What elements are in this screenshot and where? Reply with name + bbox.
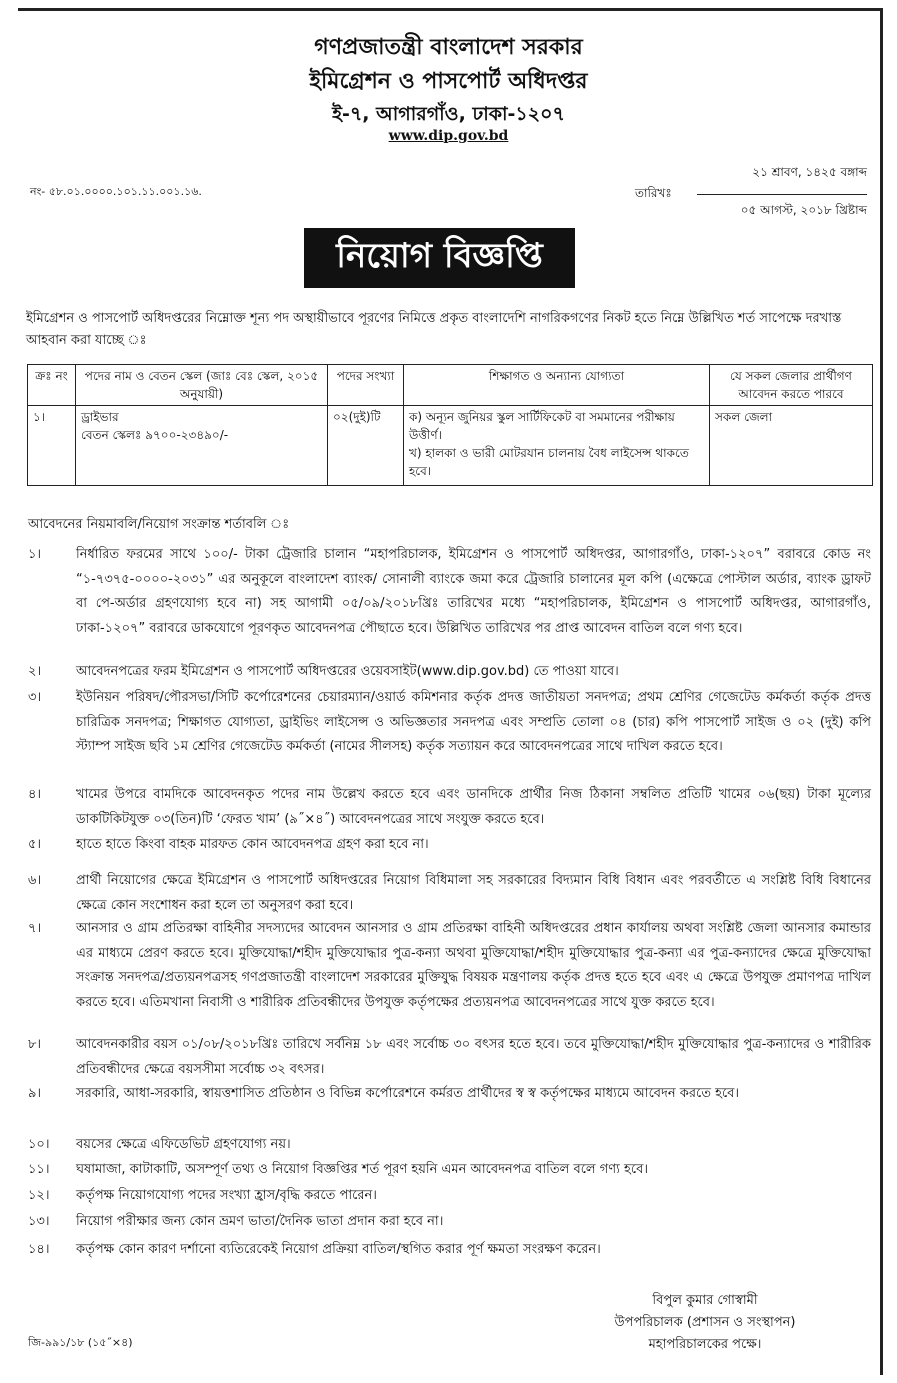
condition-item xyxy=(28,917,871,1015)
condition-item xyxy=(28,783,871,832)
conditions-heading: আবেদনের নিয়মাবলি/নিয়োগ সংক্রান্ত শর্তাবলি ঃ xyxy=(28,517,290,532)
condition-text: নির্ধারিত ফরমের সাথে ১০০/- টাকা ট্রেজারি চালান “মহাপরিচালক, ইমিগ্রেশন ও পাসপোর্ট অধিদপ্তর, আগারগাঁও, ঢাকা-১২০৭” বরাবরে কোড নং “১-৭৩৭৫-০০০০-২০৩১” এর অনুকূলে বাংলাদেশ ব্যাংক/ সোনালী ব্যাংকে জমা করে ট্রেজারি চালানের মূল কপি (এক্ষেত্রে পোস্টাল অর্ডার, ব্যাংক ড্রাফট বা পে-অর্ডার গ্রহণযোগ্য হবে না) সহ আগামী ০৫/০৯/২০১৮খ্রিঃ তারিখের মধ্যে “মহাপরিচালক, ইমিগ্রেশন ও পাসপোর্ট অধিদপ্তর, আগারগাঁও, ঢাকা-১২০৭” বরাবরে ডাকযোগে পূরণকৃত আবেদনপত্র পৌছাতে হবে। উল্লিখিত তারিখের পর প্রাপ্ত আবেদন বাতিল বলে গণ্য হবে। xyxy=(76,547,871,636)
condition-number: ১। xyxy=(28,547,42,562)
posts-table xyxy=(27,364,873,486)
condition-item xyxy=(28,833,871,858)
condition-number: ১১। xyxy=(28,1162,50,1177)
condition-number: ৩। xyxy=(28,690,42,705)
department-name: ইমিগ্রেশন ও পাসপোর্ট অধিদপ্তর xyxy=(309,69,588,94)
intro-paragraph: ইমিগ্রেশন ও পাসপোর্ট অধিদপ্তরের নিম্নোক্ত শূন্য পদ অস্থায়ীভাবে পূরণের নিমিত্তে প্রকৃত বাংলাদেশি নাগরিকগণের নিকট হতে নিম্নে উল্লিখিত শর্ত সাপেক্ষে দরখাস্ত আহবান করা যাচ্ছে ঃ xyxy=(26,311,842,348)
condition-number: ১৩। xyxy=(28,1214,50,1229)
condition-number: ৪। xyxy=(28,787,42,802)
condition-item xyxy=(28,1184,871,1209)
department-address: ই-৭, আগারগাঁও, ঢাকা-১২০৭ xyxy=(332,103,565,125)
col-count: পদের সংখ্যা xyxy=(328,365,404,406)
cell-serial: ১। xyxy=(28,406,76,486)
condition-number: ৮। xyxy=(28,1037,42,1052)
table-header-row xyxy=(28,365,873,406)
post-scale: বেতন স্কেলঃ ৯৭০০-২৩৪৯০/- xyxy=(81,428,229,442)
date-divider xyxy=(697,194,867,195)
condition-item xyxy=(28,1210,871,1235)
condition-text: খামের উপরে বামদিকে আবেদনকৃত পদের নাম উল্লেখ করতে হবে এবং ডানদিকে প্রার্থীর নিজ ঠিকানা সম্বলিত প্রতিটি খামের ০৬(ছয়) টাকা মূল্যের ডাকটিকিটযুক্ত ০৩(তিন)টি ‘ফেরত খাম’ (৯˝×৪˝) আবেদনপত্রের সাথে সংযুক্ত করতে হবে। xyxy=(76,787,871,827)
condition-item xyxy=(28,1238,871,1263)
condition-text: ঘষামাজা, কাটাকাটি, অসম্পূর্ণ তথ্য ও নিয়োগ বিজ্ঞপ্তির শর্ত পূরণ হয়নি এমন আবেদনপত্র বাতিল বলে গণ্য হবে। xyxy=(76,1162,648,1177)
col-post: পদের নাম ও বেতন স্কেল (জাঃ বেঃ স্কেল, ২০১৫ অনুযায়ী) xyxy=(76,365,328,406)
condition-item xyxy=(28,869,871,918)
signatory-behalf: মহাপরিচালকের পক্ষে। xyxy=(648,1337,762,1352)
govt-name: গণপ্রজাতন্ত্রী বাংলাদেশ সরকার xyxy=(314,35,583,60)
qualification-1: ক) অন্যূন জুনিয়র স্কুল সার্টিফিকেট বা সমমানের পরীক্ষায় উত্তীর্ণ। xyxy=(409,410,675,442)
signatory-name: বিপুল কুমার গোস্বামী xyxy=(652,1293,758,1308)
condition-number: ১২। xyxy=(28,1188,50,1203)
signatory-designation: উপপরিচালক (প্রশাসন ও সংস্থাপন) xyxy=(614,1315,796,1330)
condition-text: বয়সের ক্ষেত্রে এফিডেভিট গ্রহণযোগ্য নয়। xyxy=(76,1137,291,1152)
condition-text: কর্তৃপক্ষ নিয়োগযোগ্য পদের সংখ্যা হ্রাস/বৃদ্ধি করতে পারেন। xyxy=(76,1188,377,1203)
condition-number: ১০। xyxy=(28,1137,50,1152)
cell-post xyxy=(76,406,328,486)
notice-title: নিয়োগ বিজ্ঞপ্তি xyxy=(304,228,575,288)
condition-number: ৫। xyxy=(28,837,42,852)
table-row xyxy=(28,406,873,486)
condition-item xyxy=(28,1133,871,1158)
condition-number: ৬। xyxy=(28,873,42,888)
condition-text: আবেদনকারীর বয়স ০১/০৮/২০১৮খ্রিঃ তারিখে সর্বনিম্ন ১৮ এবং সর্বোচ্চ ৩০ বৎসর হতে হবে। তবে মুক্তিযোদ্ধা/শহীদ মুক্তিযোদ্ধার পুত্র-কন্যাদের ও শারীরিক প্রতিবন্ধীদের ক্ষেত্রে বয়সসীমা সর্বোচ্চ ৩২ বৎসর। xyxy=(76,1037,871,1077)
date-label: তারিখঃ xyxy=(635,186,672,200)
condition-text: হাতে হাতে কিংবা বাহক মারফত কোন আবেদনপত্র গ্রহণ করা হবে না। xyxy=(76,837,429,852)
condition-item xyxy=(28,1033,871,1082)
condition-text: আবেদনপত্রের ফরম ইমিগ্রেশন ও পাসপোর্ট অধিদপ্তরের ওয়েবসাইট(www.dip.gov.bd) তে পাওয়া যাবে। xyxy=(76,664,619,679)
condition-text: সরকারি, আধা-সরকারি, স্বায়ত্তশাসিত প্রতিষ্ঠান ও বিভিন্ন কর্পোরেশনে কর্মরত প্রার্থীদের স্ব স্ব কর্তৃপক্ষের মাধ্যমে আবেদন করতে হবে। xyxy=(76,1086,740,1101)
condition-text: প্রার্থী নিয়োগের ক্ষেত্রে ইমিগ্রেশন ও পাসপোর্ট অধিদপ্তরের নিয়োগ বিধিমালা সহ সরকারের বিদ্যমান বিধি বিধান এবং পরবর্তীতে এ সংশ্লিষ্ট বিধি বিধানের ক্ষেত্রে কোন সংশোধন করা হলে তা অনুসরণ করা হবে। xyxy=(76,873,871,913)
footer-code: জি-৯৯১/১৮ (১৫˝×৪) xyxy=(28,1336,133,1349)
condition-text: নিয়োগ পরীক্ষার জন্য কোন ভ্রমণ ভাতা/দৈনিক ভাতা প্রদান করা হবে না। xyxy=(76,1214,444,1229)
website-link[interactable]: www.dip.gov.bd xyxy=(388,128,509,144)
condition-item xyxy=(28,660,871,685)
cell-count: ০২(দুই)টি xyxy=(328,406,404,486)
col-serial: ক্রঃ নং xyxy=(28,365,76,406)
col-qualification: শিক্ষাগত ও অন্যান্য যোগ্যতা xyxy=(404,365,710,406)
condition-number: ৭। xyxy=(28,921,42,936)
cell-qualification xyxy=(404,406,710,486)
condition-item xyxy=(28,1158,871,1183)
condition-text: ইউনিয়ন পরিষদ/পৌরসভা/সিটি কর্পোরেশনের চেয়ারম্যান/ওয়ার্ড কমিশনার কর্তৃক প্রদত্ত জাতীয়তা সনদপত্র; প্রথম শ্রেণির গেজেটেড কর্মকর্তা কর্তৃক প্রদত্ত চারিত্রিক সনদপত্র; শিক্ষাগত যোগ্যতা, ড্রাইভিং লাইসেন্স ও অভিজ্ঞতার সনদপত্র এবং সম্প্রতি তোলা ০৪ (চার) কপি পাসপোর্ট সাইজ ও ০২ (দুই) কপি স্ট্যাম্প সাইজ ছবি ১ম শ্রেণির গেজেটেড কর্মকর্তা (নামের সীলসহ) কর্তৃক সত্যায়ন করে আবেদনপত্রের সাথে দাখিল করতে হবে। xyxy=(76,690,871,754)
condition-item xyxy=(28,1082,871,1107)
condition-text: কর্তৃপক্ষ কোন কারণ দর্শানো ব্যতিরেকেই নিয়োগ প্রক্রিয়া বাতিল/স্থগিত করার পূর্ণ ক্ষমতা সংরক্ষণ করেন। xyxy=(76,1242,601,1257)
condition-number: ২। xyxy=(28,664,42,679)
date-english: ০৫ আগস্ট, ২০১৮ খ্রিষ্টাব্দ xyxy=(740,203,867,217)
col-districts: যে সকল জেলার প্রার্থীগণ আবেদন করতে পারবে xyxy=(710,365,873,406)
condition-item xyxy=(28,686,871,760)
condition-item xyxy=(28,543,871,641)
memo-number: নং- ৫৮.০১.০০০০.১০১.১১.০০১.১৬. xyxy=(30,185,202,198)
cell-districts: সকল জেলা xyxy=(710,406,873,486)
condition-text: আনসার ও গ্রাম প্রতিরক্ষা বাহিনীর সদস্যদের আবেদন আনসার ও গ্রাম প্রতিরক্ষা বাহিনী অধিদপ্তরের প্রধান কার্যালয় অথবা সংশ্লিষ্ট জেলা আনসার কমান্ডার এর মাধ্যমে প্রেরণ করতে হবে। মুক্তিযোদ্ধা/শহীদ মুক্তিযোদ্ধার পুত্র-কন্যা অথবা মুক্তিযোদ্ধা/শহীদ মুক্তিযোদ্ধার পুত্র-কন্যা এর পুত্র-কন্যাদের ক্ষেত্রে মুক্তিযোদ্ধা সংক্রান্ত সনদপত্র/প্রত্যয়নপত্রসহ গণপ্রজাতন্ত্রী বাংলাদেশ সরকারের মুক্তিযুদ্ধ বিষয়ক মন্ত্রণালয় কর্তৃক প্রদত্ত হতে হবে এবং এ ক্ষেত্রে উপযুক্ত প্রমাণপত্র দাখিল করতে হবে। এতিমখানা নিবাসী ও শারীরিক প্রতিবন্ধীদের উপযুক্ত কর্তৃপক্ষের প্রত্যয়নপত্র আবেদনপত্রের সাথে যুক্ত করতে হবে। xyxy=(76,921,871,1010)
signature-block xyxy=(540,1290,870,1356)
post-name: ড্রাইভার xyxy=(81,410,119,424)
date-bangla: ২১ শ্রাবণ, ১৪২৫ বঙ্গাব্দ xyxy=(752,165,867,179)
condition-number: ১৪। xyxy=(28,1242,50,1257)
qualification-2: খ) হালকা ও ভারী মোটরযান চালনায় বৈধ লাইসেন্স থাকতে হবে। xyxy=(409,446,689,478)
condition-number: ৯। xyxy=(28,1086,42,1101)
